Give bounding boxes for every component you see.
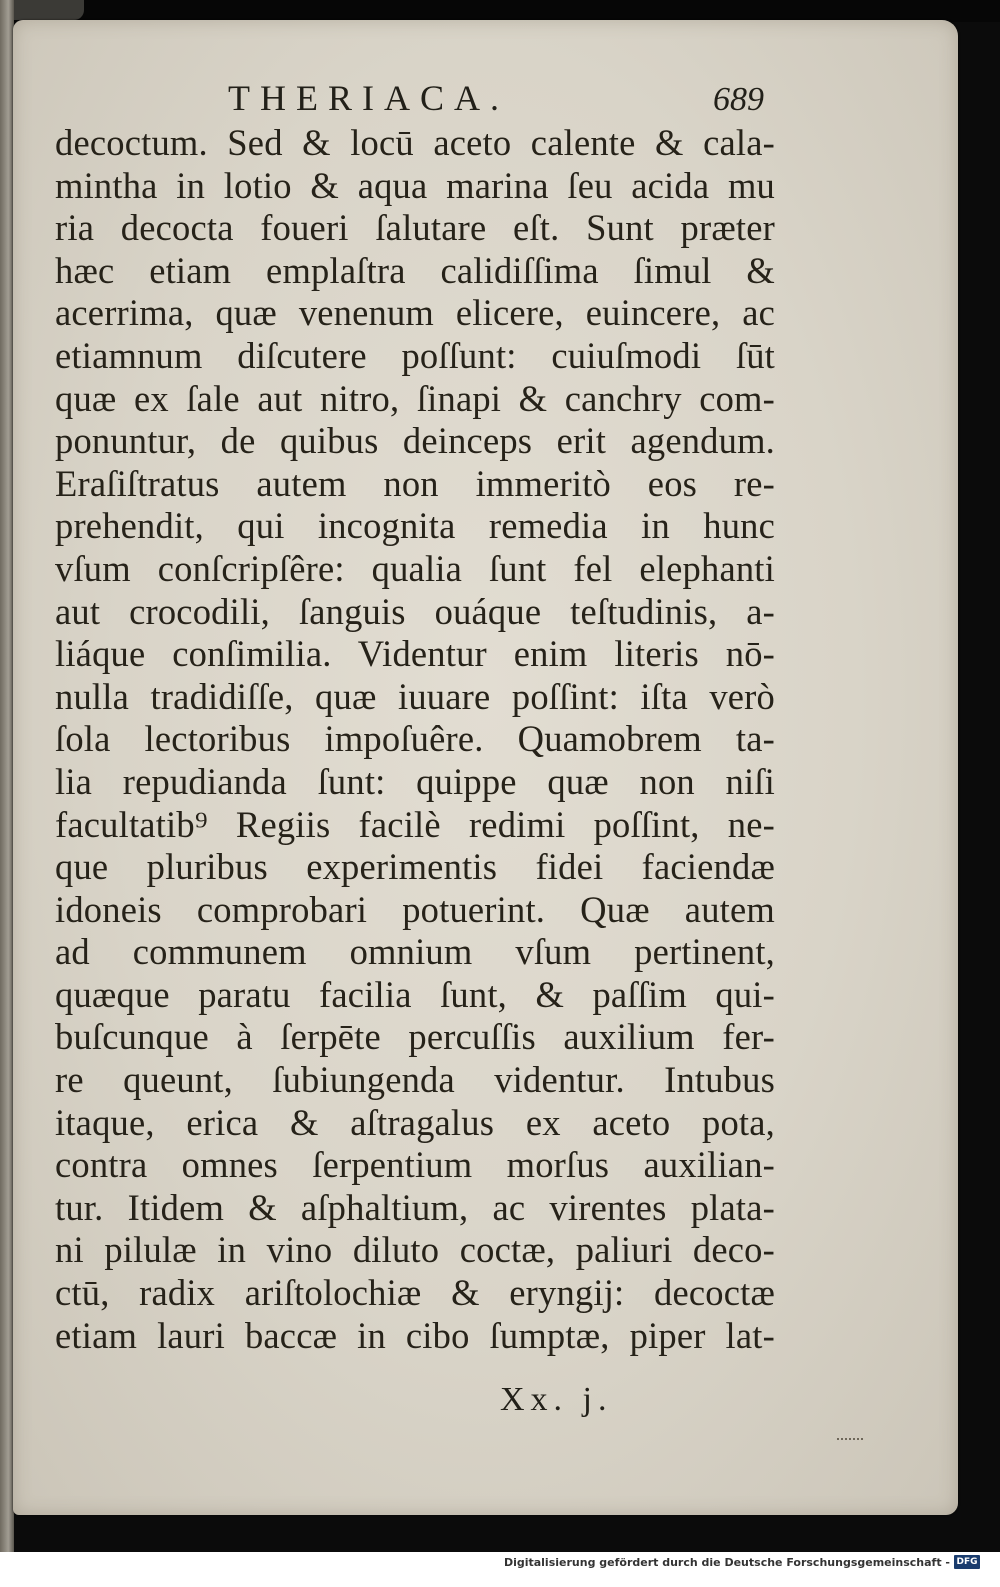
- text-line: ſola lectoribus impoſuêre. Quamobrem ta-: [55, 718, 775, 760]
- text-line: facultatib⁹ Regiis facilè redimi poſſint, ne-: [55, 803, 775, 845]
- running-title: THERIACA.: [228, 78, 509, 118]
- text-line: re queunt, ſubiungenda videntur. Intubus: [55, 1059, 775, 1101]
- text-line: Eraſiſtratus autem non immeritò eos re-: [55, 462, 775, 504]
- dfg-logo-icon: DFG: [954, 1555, 980, 1569]
- text-line: ad communem omnium vſum pertinent,: [55, 931, 775, 973]
- text-line: contra omnes ſerpentium morſus auxilian-: [55, 1144, 775, 1186]
- footer-bar: [0, 1552, 1000, 1587]
- text-line: prehendit, qui incognita remedia in hunc: [55, 505, 775, 547]
- text-line: ria decocta foueri ſalutare eſt. Sunt præter: [55, 207, 775, 249]
- text-line: etiamnum diſcutere poſſunt: cuiuſmodi ſūt: [55, 334, 775, 376]
- footer-credit: Digitalisierung gefördert durch die Deutsche Forschungsgemeinschaft -: [503, 1556, 950, 1569]
- text-line: hæc etiam emplaſtra calidiſſima ſimul &: [55, 249, 775, 291]
- text-line: buſcunque à ſerpēte percuſſis auxilium fer-: [55, 1016, 775, 1058]
- page-header: [13, 58, 958, 128]
- text-line: idoneis comprobari potuerint. Quæ autem: [55, 888, 775, 930]
- text-line: ponuntur, de quibus deinceps erit agendum.: [55, 420, 775, 462]
- text-line: lia repudianda ſunt: quippe quæ non niſi: [55, 760, 775, 802]
- book-binding-edge: [0, 0, 14, 1555]
- body-text: [55, 122, 775, 1357]
- text-line: liáque conſimilia. Videntur enim literis nō-: [55, 633, 775, 675]
- page-number: 689: [713, 81, 764, 118]
- text-line: que pluribus experimentis fidei faciendæ: [55, 846, 775, 888]
- page-tab-edge: [14, 0, 84, 20]
- text-line: decoctum. Sed & locū aceto calente & cala-: [55, 122, 775, 163]
- text-line: mintha in lotio & aqua marina ſeu acida mu: [55, 164, 775, 206]
- text-line: etiam lauri baccæ in cibo ſumptæ, piper lat-: [55, 1314, 775, 1356]
- text-line: aut crocodili, ſanguis ouáque teſtudinis, a-: [55, 590, 775, 632]
- text-line: itaque, erica & aſtragalus ex aceto pota,: [55, 1101, 775, 1143]
- text-line: vſum conſcripſêre: qualia ſunt fel elephanti: [55, 547, 775, 589]
- text-line: nulla tradidiſſe, quæ iuuare poſſint: iſta verò: [55, 675, 775, 717]
- text-line: acerrima, quæ venenum elicere, euincere, ac: [55, 292, 775, 334]
- text-line: ctū, radix ariſtolochiæ & eryngij: decoctæ: [55, 1272, 775, 1314]
- text-line: quæque paratu facilia ſunt, & paſſim qui-: [55, 973, 775, 1015]
- text-line: ni pilulæ in vino diluto coctæ, paliuri deco-: [55, 1229, 775, 1271]
- signature-mark: Xx. j.: [500, 1381, 613, 1418]
- text-line: tur. Itidem & aſphaltium, ac virentes plata-: [55, 1186, 775, 1228]
- text-line: quæ ex ſale aut nitro, ſinapi & canchry com-: [55, 377, 775, 419]
- scan-background: [14, 0, 1000, 22]
- ink-mark: [837, 1438, 863, 1444]
